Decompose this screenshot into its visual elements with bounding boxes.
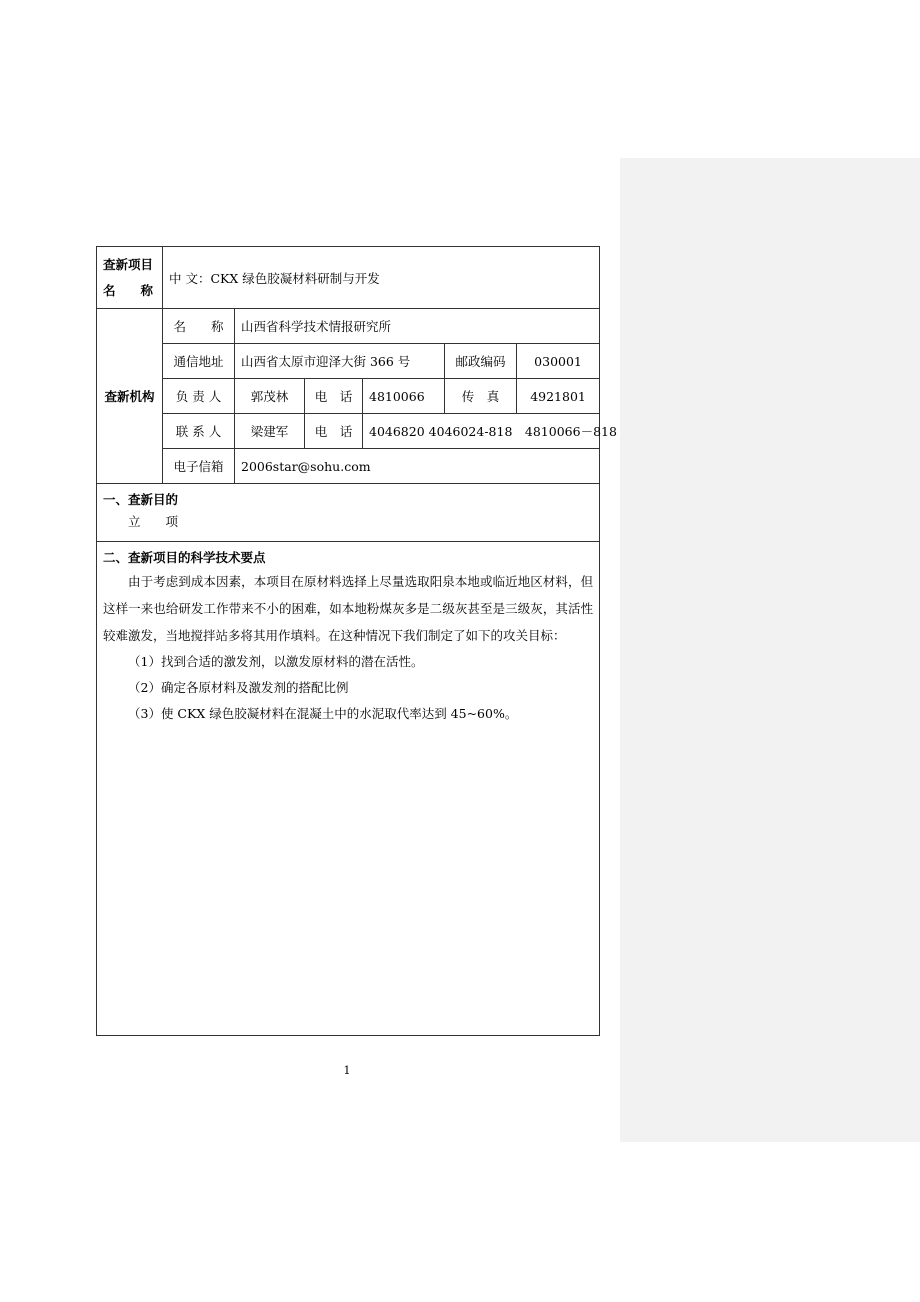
contact-value: 梁建军 xyxy=(235,414,305,449)
agency-contact-row xyxy=(97,414,600,449)
address-value: 山西省太原市迎泽大街 366 号 xyxy=(235,344,445,379)
agency-label: 查新机构 xyxy=(97,309,163,484)
postcode-value: 030001 xyxy=(517,344,600,379)
leader-label: 负 责 人 xyxy=(163,379,235,414)
address-label: 通信地址 xyxy=(163,344,235,379)
project-label xyxy=(97,247,163,309)
leader-value: 郭茂林 xyxy=(235,379,305,414)
fax-label: 传 真 xyxy=(445,379,517,414)
section2-item-3: （3）使 CKX 绿色胶凝材料在混凝土中的水泥取代率达到 45~60%。 xyxy=(128,706,518,721)
section1-row xyxy=(97,484,600,542)
section2-item-1: （1）找到合适的激发剂，以激发原材料的潜在活性。 xyxy=(128,654,424,669)
project-label-line2: 名 称 xyxy=(103,282,154,298)
agency-email-row xyxy=(97,449,600,484)
project-value: 中 文：CKX 绿色胶凝材料研制与开发 xyxy=(163,247,600,309)
section1-cell xyxy=(97,484,600,542)
section2-row xyxy=(97,542,600,1036)
novelty-search-table xyxy=(96,246,617,1036)
section1-title: 一、查新目的 xyxy=(103,492,179,507)
agency-name-label: 名 称 xyxy=(163,309,235,344)
contact-phone-label: 电 话 xyxy=(305,414,363,449)
agency-address-row xyxy=(97,344,600,379)
section2-cell xyxy=(97,542,600,1036)
leader-phone-value: 4810066 xyxy=(363,379,445,414)
agency-name-row xyxy=(97,309,600,344)
email-value: 2006star@sohu.com xyxy=(235,449,600,484)
project-row xyxy=(97,247,600,309)
leader-phone-label: 电 话 xyxy=(305,379,363,414)
fax-value: 4921801 xyxy=(517,379,600,414)
section2-paragraph: 由于考虑到成本因素，本项目在原材料选择上尽量选取阳泉本地或临近地区材料，但这样一来也给研发工作带来不小的困难，如本地粉煤灰多是二级灰甚至是三级灰，其活性较难激发，当地搅拌站多将其用作填料。在这种情况下我们制定了如下的攻关目标： xyxy=(103,574,594,643)
section2-item-2: （2）确定各原材料及激发剂的搭配比例 xyxy=(128,680,349,695)
comment-pane xyxy=(620,158,920,1142)
contact-phone-value: 4046820 4046024-818 4810066－818 xyxy=(363,414,600,449)
postcode-label: 邮政编码 xyxy=(445,344,517,379)
project-label-line1: 查新项目 xyxy=(103,256,154,272)
agency-leader-row xyxy=(97,379,600,414)
section2-title: 二、查新项目的科学技术要点 xyxy=(103,550,266,565)
section1-content: 立 项 xyxy=(128,514,179,529)
contact-label: 联 系 人 xyxy=(163,414,235,449)
page-number: 1 xyxy=(343,1064,351,1077)
email-label: 电子信箱 xyxy=(163,449,235,484)
agency-name-value: 山西省科学技术情报研究所 xyxy=(235,309,600,344)
